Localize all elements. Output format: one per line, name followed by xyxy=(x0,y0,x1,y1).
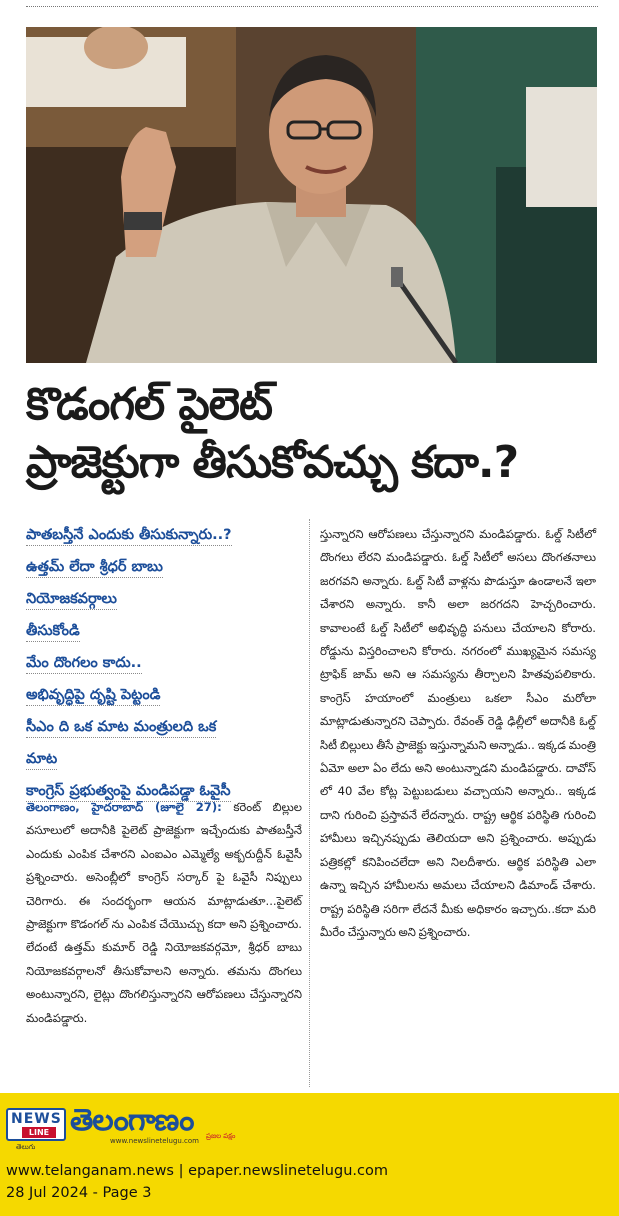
newsline-logo-icon xyxy=(6,1108,66,1141)
article-photo xyxy=(26,27,597,363)
article-text-right: స్తున్నారని ఆరోపణలు చేస్తున్నారని మండిపడ్డారు. ఓల్డ్ సిటీలో దొంగలు లేరని మండిపడ్డారు. ఓల్డ్ సిటీలో అసలు దొంగతనాలు జరగవని అన్నారు. ఓల్డ్ సిటీ వాళ్లను పొడుస్తూ ఉండాలనే ఇలా చేశారని అన్నారు. కానీ అలా జరగదని హెచ్చరించారు. కావాలంటే ఓల్డ్ సిటీలో అభివృద్ధి పనులు చేయాలని కోరారు. రోడ్డును విస్తరించాలని కోరారు. నగరంలో ముఖ్యమైన సమస్య ట్రాఫిక్ జామ్ అని ఆ సమస్యను తీర్చాలని హితవుపలికారు. కాంగ్రెస్ హయాంలో మంత్రులు ఒకలా సీఎం మరోలా మాట్లాడుతున్నారని చెప్పారు. రేవంత్ రెడ్డి ఢిల్లీలో అదానీకి ఓల్డ్ సిటీ బిల్లులు తీసే ప్రాజెక్టు ఇస్తున్నామని అన్నాడు.. ఇక్కడ మంత్రి ఏమో అలా ఏం లేదు అని అంటున్నాడని మండిపడ్డారు. దావోస్ లో 40 వేల కోట్ల పెట్టుబడులు వచ్చాయని అన్నారు.. ఇక్కడ దాని గురించి ప్రస్తావనే లేదన్నారు. రాష్ట్ర ఆర్థిక పరిస్థితి గురించి హామీలు ఇచ్చినప్పుడు తెలియదా అని ప్రశ్నించారు. అప్పుడు పత్రికల్లో కనిపించలేదా అని నిలదీశారు. ఆర్థిక పరిస్థితి ఎలా ఉన్నా ఇచ్చిన హామీలను అమలు చేయాలని డిమాండ్ చేశారు. రాష్ట్ర పరిస్థితి సరిగా లేదనే మీకు అధికారం ఇచ్చారు..కదా మరి మీరేం చేస్తున్నారు అని ప్రశ్నించారు. xyxy=(320,527,596,939)
subhead: అభివృద్ధిపై దృష్టి పెట్టండి xyxy=(26,679,298,711)
subhead: నియోజకవర్గాలు xyxy=(26,583,298,615)
footer-links[interactable]: www.telanganam.news | epaper.newslinetelugu.com xyxy=(6,1163,388,1179)
subhead: సీఎం ది ఒక మాట మంత్రులది ఒక xyxy=(26,711,298,743)
column-divider xyxy=(309,519,310,1087)
logo-website: www.newslinetelugu.com xyxy=(110,1137,199,1145)
logo-small-text: తెలుగు xyxy=(16,1143,36,1151)
headline-line-1: కొడంగల్ పైలెట్ xyxy=(26,379,272,430)
headline xyxy=(26,376,598,492)
subhead: మాట xyxy=(26,743,298,775)
logo-news-text: NEWS xyxy=(11,1111,62,1127)
article-body-left xyxy=(26,796,302,1030)
article-body-right xyxy=(320,523,596,944)
photo-speaker-illustration xyxy=(26,27,597,363)
headline-line-2: ప్రాజెక్టుగా తీసుకోవచ్చు కదా.? xyxy=(26,437,519,488)
telanganam-logo: తెలంగాణం xyxy=(70,1103,194,1138)
logo-tagline: ప్రజల పక్షం xyxy=(206,1132,236,1140)
article-text-left: కరెంట్ బిల్లుల వసూలులో అదానీకి పైలెట్ ప్రాజెక్టుగా ఇచ్చేందుకు పాతబస్తీనే ఎందుకు ఎంపిక చేశారని ఎంఐఎం ఎమ్మెల్యే అక్బరుద్దీన్ ఓవైసీ ప్రశ్నించారు. అసెంబ్లీలో కాంగ్రెస్ సర్కార్ పై ఓవైసీ నిప్పులు చెరిగారు. ఈ సందర్భంగా ఆయన మాట్లాడుతూ...పైలెట్ ప్రాజెక్టుగా కొడంగల్ ను ఎంపిక చేయొచ్చు కదా అని ప్రశ్నించారు. లేదంటే ఉత్తమ్ కుమార్ రెడ్డి నియోజకవర్గమో, శ్రీధర్ బాబు నియోజకవర్గాలనో తీసుకోవాలని అన్నారు. తమను దొంగలు అంటున్నారని, లైట్లు దొంగలిస్తున్నారని ఆరోపణలు చేస్తున్నారని మండిపడ్డారు. xyxy=(26,800,302,1025)
logo-line-text: LINE xyxy=(22,1127,56,1138)
subhead: తీసుకోండి xyxy=(26,615,298,647)
subhead: ఉత్తమ్ లేదా శ్రీధర్ బాబు xyxy=(26,551,298,583)
subheads-list xyxy=(26,519,298,807)
footer-date-page: 28 Jul 2024 - Page 3 xyxy=(6,1185,152,1201)
dateline: తెలంగాణం, హైదరాబాద్ (జూలై 27): xyxy=(26,800,222,814)
top-divider xyxy=(26,6,598,7)
footer-bar xyxy=(0,1093,619,1216)
subhead: మేం దొంగలం కాదు.. xyxy=(26,647,298,679)
subhead: పాతబస్తీనే ఎందుకు తీసుకున్నారు..? xyxy=(26,519,298,551)
subhead: కాంగ్రెస్ ప్రభుత్వంపై మండిపడ్డా ఓవైసీ xyxy=(26,775,298,807)
